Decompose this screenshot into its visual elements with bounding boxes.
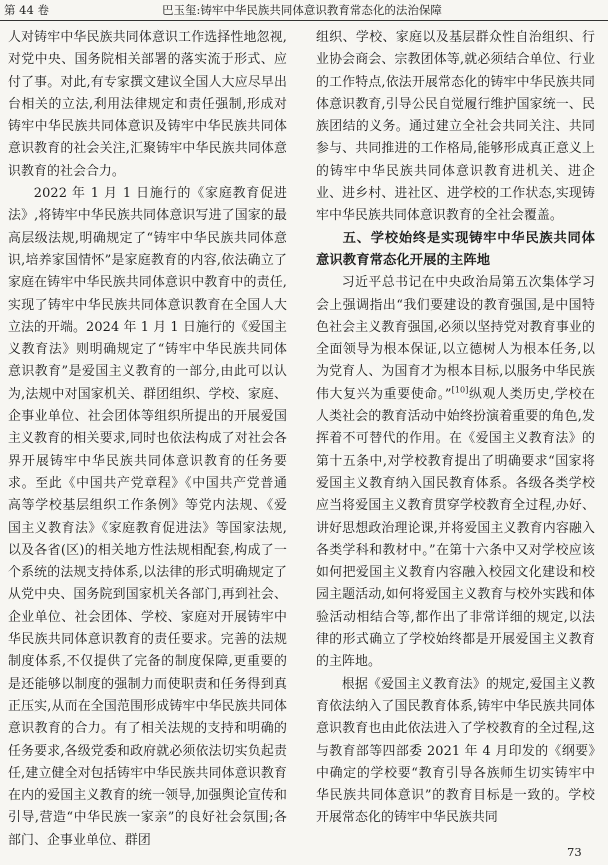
page-number: 73 [567,845,582,859]
paragraph-text: 习近平总书记在中央政治局第五次集体学习会上强调指出“我们要建设的教育强国,是中国特色社会主义教育强国,必须以坚持党对教育事业的全面领导为根本保证,以立德树人为根本任务,以为党育人、为国育才为根本目标,以服务中华民族伟大复兴为重要使命。” [316,275,595,402]
paragraph: 人对铸牢中华民族共同体意识工作选择性地忽视,对党中央、国务院相关部署的落实流于形式、应付了事。对此,有专家撰文建议全国人大应尽早出台相关的立法,利用法律规定和责任强制,形成对铸牢中华民族共同体意识及铸牢中华民族共同体意识教育的社会关注,汇聚铸牢中华民族共同体意识教育的社会合力。 [8,30,287,179]
citation-marker: [10] [451,385,469,395]
section-heading: 五、学校始终是实现铸牢中华民族共同体意识教育常态化开展的主阵地 [316,230,595,268]
paragraph: 根据《爱国主义教育法》的规定,爱国主义教育依法纳入了国民教育体系,铸牢中华民族共同体意识教育也由此依法进入了学校教育的全过程,这与教育部等四部委 2021 年 4 月印发的《纲要》中确定的学校要“教育引导各族师生切实铸牢中华民族共同体意识”的教育目标是一致的。学校开展常态化的铸牢中华民族共同 [316,676,595,826]
running-title: 巴玉玺:铸牢中华民族共同体意识教育常态化的法治保障 [162,3,442,17]
paragraph: 2022 年 1 月 1 日施行的《家庭教育促进法》,将铸牢中华民族共同体意识写进了国家的最高层级法规,明确规定了“铸牢中华民族共同体意识,培养家国情怀”是家庭教育的内容,依法确立了家庭在铸牢中华民族共同体意识中教育中的责任,实现了铸牢中华民族共同体意识教育在全国人大立法的开端。2024 年 1 月 1 日施行的《爱国主义教育法》则明确规定了“铸牢中华民族共同体意识教育”是爱国主义教育的一部分,由此可以认为,法规中对国家机关、群团组织、学校、家庭、企事业单位、社会团体等组织所提出的开展爱国主义教育的相关要求,同时也依法构成了对社会各界开展铸牢中华民族共同体意识教育的任务要求。至此《中国共产党章程》《中国共产党普通高等学校基层组织工作条例》等党内法规、《爱国主义教育法》《家庭教育促进法》等国家法规,以及各省(区)的相关地方性法规相配套,构成了一个系统的法规支持体系,以法律的形式明确规定了从党中央、国务院到国家机关各部门,再到社会、企业单位、社会团体、学校、家庭对开展铸牢中华民族共同体意识教育的责任要求。完善的法规制度体系,不仅提供了完备的制度保障,更重要的是还能够以制度的强制力而使职责和任务得到真正压实,从而在全国范围形成铸牢中华民族共同体意识教育的合力。有了相关法规的支持和明确的任务要求,各级党委和政府就必须依法切实负起责任,建立健全对包括铸牢中华民族共同体意识教育在内的爱国主义教育的统一领导,加强舆论宣传和引导,营造“中华民族一家亲”的良好社会氛围;各部门、企事业单位、群团 [8,186,287,848]
paragraph: 组织、学校、家庭以及基层群众性自治组织、行业协会商会、宗教团体等,就必须结合单位、行业的工作特点,依法开展常态化的铸牢中华民族共同体意识教育,引导公民自觉履行维护国家统一、民族团结的义务。通过建立全社会共同关注、共同参与、共同推进的工作格局,能够形成真正意义上的铸牢中华民族共同体意识教育进机关、进企业、进乡村、进社区、进学校的工作状态,实现铸牢中华民族共同体意识教育的全社会覆盖。 [316,30,595,224]
paragraph-text: 纵观人类历史,学校在人类社会的教育活动中始终扮演着重要的角色,发挥着不可替代的作用。在《爱国主义教育法》的第十五条中,对学校教育提出了明确要求“国家将爱国主义教育纳入国民教育体系。各级各类学校应当将爱国主义教育贯穿学校教育全过程,办好、讲好思想政治理论课,并将爱国主义教育内容融入各类学科和教材中。”在第十六条中又对学校应该如何把爱国主义教育内容融入校园文化建设和校园主题活动,如何将爱国主义教育与校外实践和体验活动相结合等,都作出了非常详细的规定,以法律的形式确立了学校始终都是开展爱国主义教育的主阵地。 [316,386,595,670]
paragraph [316,272,595,673]
header-rule [0,20,608,21]
page-header [0,0,608,21]
left-column [8,27,287,852]
right-column [316,27,595,830]
volume-label: 第 44 卷 [4,3,49,17]
